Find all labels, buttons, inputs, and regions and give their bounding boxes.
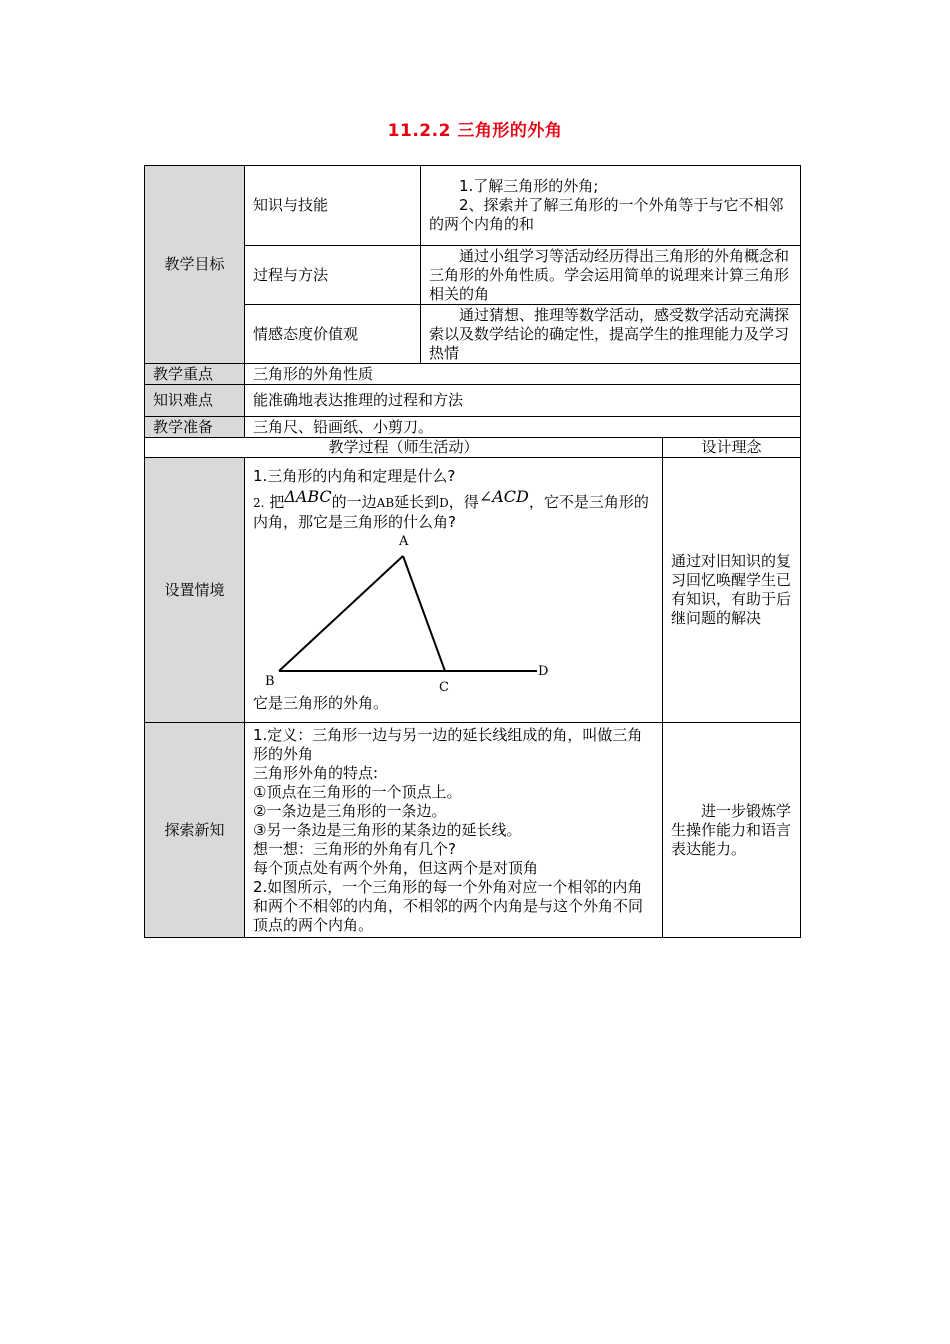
- process-activity-header: 教学过程（师生活动）: [145, 438, 663, 458]
- preparation-label: 教学准备: [145, 417, 245, 438]
- label-a: A: [399, 534, 409, 549]
- page-title: 11.2.2 三角形的外角: [387, 121, 563, 141]
- label-d: D: [538, 664, 549, 679]
- explore-rationale-cell: [663, 723, 801, 938]
- process-label: 过程与方法: [245, 246, 421, 305]
- q2-text-a: 把: [269, 493, 285, 511]
- q2-text-b: 的一边: [331, 493, 377, 511]
- emotion-cell: [421, 305, 801, 364]
- preparation-text: 三角尺、铅画纸、小剪刀。: [245, 417, 801, 438]
- preparation-row: [145, 417, 801, 438]
- lesson-plan-table: [144, 165, 801, 938]
- knowledge-label: 知识与技能: [245, 166, 421, 246]
- q2-number: 2.: [253, 496, 265, 510]
- knowledge-cell: [421, 166, 801, 246]
- situation-row: [145, 458, 801, 723]
- angle-acd-symbol: ∠ACD: [478, 487, 529, 506]
- label-c: C: [439, 680, 449, 694]
- difficulty-text: 能准确地表达推理的过程和方法: [245, 385, 801, 417]
- explore-f1: ①顶点在三角形的一个顶点上。: [253, 782, 462, 801]
- point-d-symbol: D: [439, 496, 449, 510]
- situation-q1: 1.三角形的内角和定理是什么?: [253, 467, 456, 485]
- explore-think: 想一想：三角形的外角有几个?: [253, 839, 456, 858]
- situation-q2: [253, 487, 654, 532]
- objectives-label: 教学目标: [145, 166, 245, 364]
- process-header-row: [145, 438, 801, 458]
- knowledge-line2: 2、探索并了解三角形的一个外角等于与它不相邻的两个内角的和: [429, 196, 784, 233]
- q2-text-f: ，它不是三角形的内角，那它是三角形的什么角?: [253, 493, 649, 531]
- explore-f2: ②一条边是三角形的一条边。: [253, 801, 447, 820]
- side-ac: [403, 556, 445, 671]
- segment-ab-symbol: AB: [376, 496, 395, 510]
- key-point-row: [145, 364, 801, 385]
- triangle-figure: [253, 534, 648, 694]
- explore-row: [145, 723, 801, 938]
- q2-text-c: 延长到: [394, 493, 440, 511]
- explore-def: 1.定义：三角形一边与另一边的延长线组成的角，叫做三角形的外角: [253, 725, 643, 763]
- objective-knowledge-row: [145, 166, 801, 246]
- difficulty-row: [145, 385, 801, 417]
- explore-content: [245, 723, 663, 938]
- q2-text-e: ，得: [448, 493, 479, 511]
- situation-label: 设置情境: [145, 458, 245, 723]
- process-text: 通过小组学习等活动经历得出三角形的外角概念和三角形的外角性质。学会运用简单的说理来计算三角形相关的角: [429, 246, 790, 303]
- key-point-label: 教学重点: [145, 364, 245, 385]
- triangle-abc-symbol: ΔABC: [284, 487, 332, 506]
- label-b: B: [265, 674, 275, 689]
- explore-rationale: 进一步锻炼学生操作能力和语言表达能力。: [671, 801, 792, 858]
- situation-content: [245, 458, 663, 723]
- emotion-text: 通过猜想、推理等数学活动，感受数学活动充满探索以及数学结论的确定性，提高学生的推理能力及学习热情: [429, 305, 790, 362]
- explore-think-answer: 每个顶点处有两个外角，但这两个是对顶角: [253, 858, 539, 877]
- process-concept-header: 设计理念: [663, 438, 801, 458]
- situation-rationale: 通过对旧知识的复习回忆唤醒学生已有知识，有助于后继问题的解决: [663, 458, 801, 723]
- knowledge-line1: 1.了解三角形的外角;: [459, 177, 599, 195]
- explore-f3: ③另一条边是三角形的某条边的延长线。: [253, 820, 522, 839]
- difficulty-label: 知识难点: [145, 385, 245, 417]
- explore-features: 三角形外角的特点:: [253, 763, 379, 782]
- side-ab: [279, 556, 403, 671]
- situation-answer: 它是三角形的外角。: [253, 694, 389, 712]
- explore-label: 探索新知: [145, 723, 245, 938]
- process-cell: [421, 246, 801, 305]
- explore-p2: 2.如图所示，一个三角形的每一个外角对应一个相邻的内角和两个不相邻的内角，不相邻的两个内角是与这个外角不同顶点的两个内角。: [253, 877, 644, 934]
- key-point-text: 三角形的外角性质: [245, 364, 801, 385]
- emotion-label: 情感态度价值观: [245, 305, 421, 364]
